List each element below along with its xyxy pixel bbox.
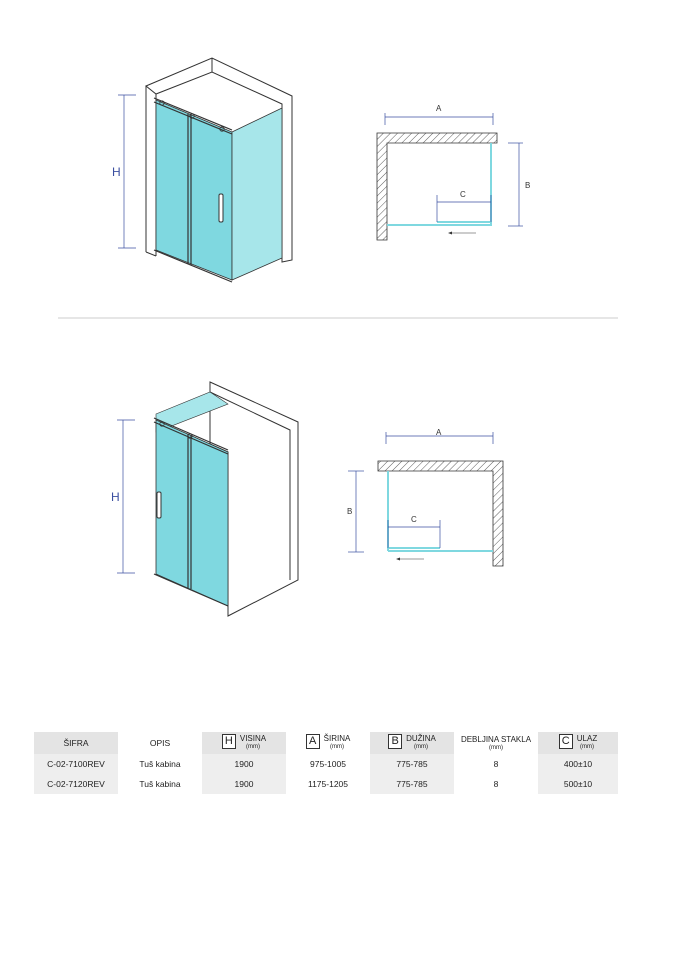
bottom-glass-front <box>156 420 228 606</box>
header-duzina: B DUŽINA (mm) <box>370 732 454 754</box>
table-header-row <box>34 732 618 754</box>
top-plan-label-a: A <box>436 104 442 113</box>
box-h: H <box>222 734 236 749</box>
header-sifra: ŠIFRA <box>34 732 118 754</box>
header-visina: H VISINA (mm) <box>202 732 286 754</box>
top-plan <box>377 104 530 240</box>
header-ulaz: C ULAZ (mm) <box>538 732 618 754</box>
top-height-label: H <box>112 165 121 179</box>
top-glass-side <box>232 108 282 280</box>
cell-opis: Tuš kabina <box>118 754 202 774</box>
cell-sirina: 1175-1205 <box>286 774 370 794</box>
bottom-plan-label-b: B <box>347 507 353 516</box>
cell-ulaz: 500±10 <box>538 774 618 794</box>
box-a: A <box>306 734 320 749</box>
table-row <box>34 774 618 794</box>
cell-sirina: 975-1005 <box>286 754 370 774</box>
cell-opis: Tuš kabina <box>118 774 202 794</box>
bottom-height-label: H <box>111 490 120 504</box>
bottom-cabin-3d <box>111 382 298 616</box>
cell-sifra: C-02-7100REV <box>34 754 118 774</box>
cell-visina: 1900 <box>202 774 286 794</box>
cell-duzina: 775-785 <box>370 774 454 794</box>
table-row <box>34 754 618 774</box>
specification-table <box>34 732 618 794</box>
top-handle <box>219 194 223 222</box>
bottom-plan <box>347 428 503 566</box>
cell-duzina: 775-785 <box>370 754 454 774</box>
header-debljina: DEBLJINA STAKLA (mm) <box>454 732 538 754</box>
bottom-plan-label-a: A <box>436 428 442 437</box>
header-opis: OPIS <box>118 732 202 754</box>
top-height-dimension <box>118 95 136 248</box>
cell-ulaz: 400±10 <box>538 754 618 774</box>
bottom-plan-label-c: C <box>411 515 417 524</box>
header-sirina: A ŠIRINA (mm) <box>286 732 370 754</box>
cell-sifra: C-02-7120REV <box>34 774 118 794</box>
cell-debljina: 8 <box>454 774 538 794</box>
bottom-handle <box>157 492 161 518</box>
box-b: B <box>388 734 402 749</box>
cell-debljina: 8 <box>454 754 538 774</box>
top-plan-label-c: C <box>460 190 466 199</box>
box-c: C <box>559 734 573 749</box>
top-cabin-3d <box>112 58 292 282</box>
cell-visina: 1900 <box>202 754 286 774</box>
top-plan-label-b: B <box>525 181 531 190</box>
